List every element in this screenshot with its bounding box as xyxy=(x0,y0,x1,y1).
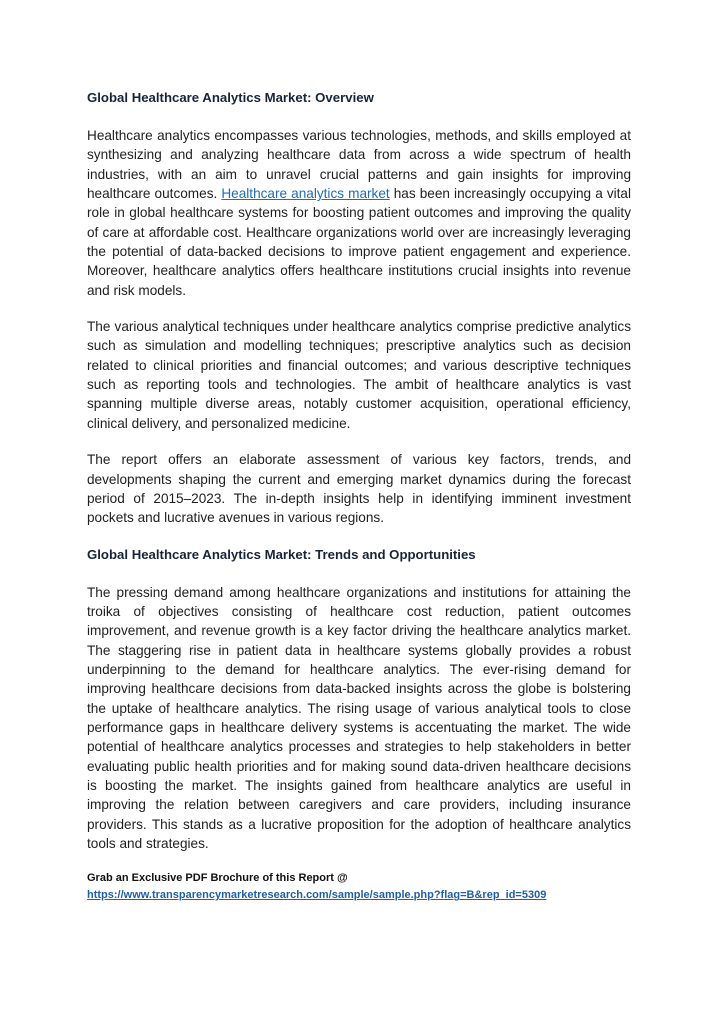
trends-heading: Global Healthcare Analytics Market: Trends and Opportunities xyxy=(87,546,476,562)
overview-paragraph-1-text-before: Healthcare analytics encompasses various technologies, methods, and skills employed at synthesizing and analyzing healthcare data from across a wide spectrum of health industries, with an aim to unravel crucial patterns and gain insights for improving healthcare outcomes. xyxy=(87,128,631,202)
trends-paragraph-1: The pressing demand among healthcare organizations and institutions for attaining the troika of objectives consisting of healthcare cost reduction, patient outcomes improvement, and revenue growth is a key factor driving the healthcare analytics market. The staggering rise in patient data in healthcare systems globally provides a robust underpinning to the demand for healthcare analytics. The ever-rising demand for improving healthcare decisions from data-backed insights across the globe is bolstering the uptake of healthcare analytics. The rising usage of various analytical tools to close performance gaps in healthcare delivery systems is accentuating the market. The wide potential of healthcare analytics processes and strategies to help stakeholders in better evaluating public health priorities and for making sound data-driven healthcare decisions is boosting the market. The insights gained from healthcare analytics are useful in improving the relation between caregivers and care providers, including insurance providers. This stands as a lucrative proposition for the adoption of healthcare analytics tools and strategies. xyxy=(87,584,631,851)
overview-paragraph-2: The various analytical techniques under healthcare analytics comprise predictive analytics such as simulation and modelling techniques; prescriptive analytics such as decision related to clinical priorities and financial outcomes; and various descriptive techniques such as reporting tools and technologies. The ambit of healthcare analytics is vast spanning multiple diverse areas, notably customer acquisition, operational efficiency, clinical delivery, and personalized medicine. xyxy=(87,319,631,431)
brochure-link[interactable]: https://www.transparencymarketresearch.com/sample/sample.php?flag=B&rep_id=5309 xyxy=(87,889,547,902)
overview-heading: Global Healthcare Analytics Market: Overview xyxy=(87,90,374,105)
brochure-cta-label: Grab an Exclusive PDF Brochure of this Report @ xyxy=(87,872,348,885)
brochure-cta xyxy=(87,870,631,904)
overview-paragraph-1-text-after: has been increasingly occupying a vital role in global healthcare systems for boosting patient outcomes and improving the quality of care at affordable cost. Healthcare organizations world over are increasingly leveraging the potential of data-backed decisions to improve patient engagement and experience. Moreover, healthcare analytics offers healthcare institutions crucial insights into revenue and risk models. xyxy=(87,186,631,298)
healthcare-analytics-market-link[interactable]: Healthcare analytics market xyxy=(221,186,390,202)
overview-paragraph-3: The report offers an elaborate assessment of various key factors, trends, and developments shaping the current and emerging market dynamics during the forecast period of 2015–2023. The in-depth insights help in identifying imminent investment pockets and lucrative avenues in various regions. xyxy=(87,452,631,526)
overview-paragraph-1 xyxy=(87,126,631,300)
